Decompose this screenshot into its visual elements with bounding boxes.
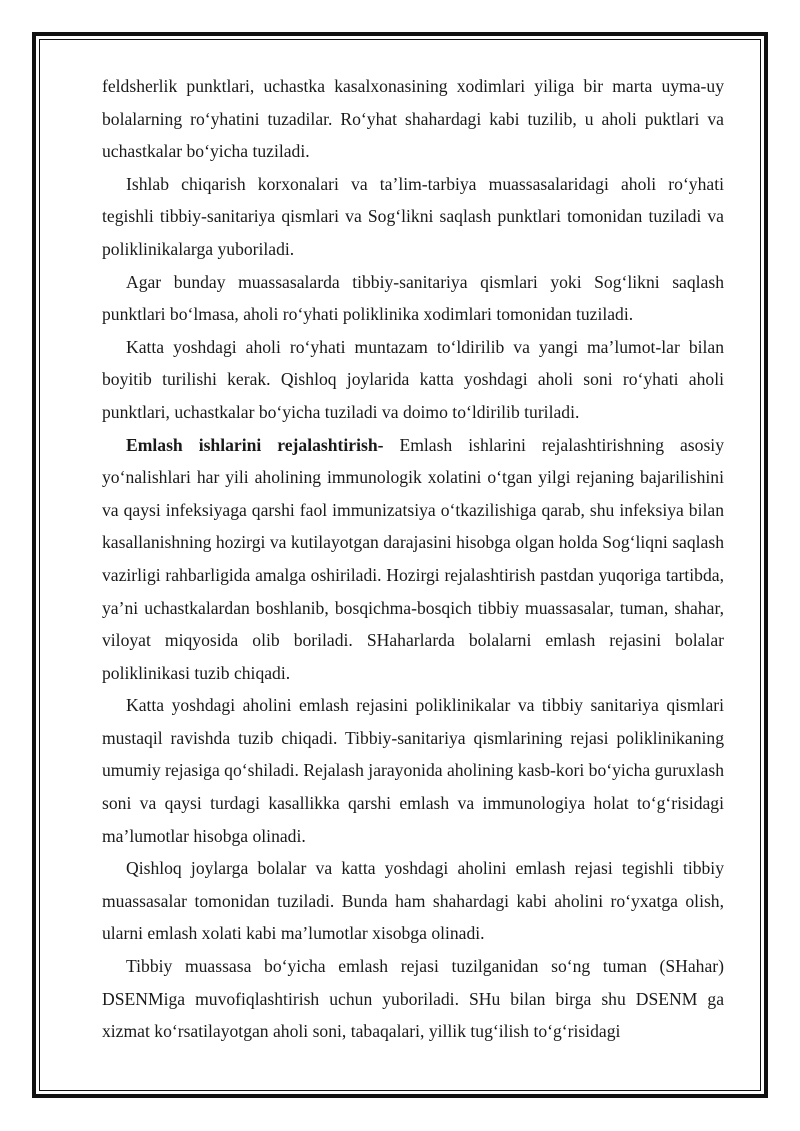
paragraph: Katta yoshdagi aholini emlash rejasini poliklinikalar va tibbiy sanitariya qismlari mustaqil ravishda tuzib chiqadi. Tibbiy-sanitariya qismlarining rejasi poliklinikaning umumiy rejasiga qo‘shiladi. Rejalash jarayonida aholining kasb-kori bo‘yicha guruxlash soni va qaysi turdagi kasallikka qarshi emlash va immunologiya holat to‘g‘risidagi ma’lumotlar hisobga olinadi. bbox=[102, 695, 724, 846]
paragraph: feldsherlik punktlari, uchastka kasalxonasining xodimlari yiliga bir marta uyma-uy bolalarning ro‘yhatini tuzadilar. Ro‘yhat shahardagi kabi tuzilib, u aholi puktlari va uchastkalar bo‘yicha tuziladi. bbox=[102, 76, 724, 162]
paragraph: Agar bunday muassasalarda tibbiy-sanitariya qismlari yoki Sog‘likni saqlash punktlari bo‘lmasa, aholi ro‘yhati poliklinika xodimlari tomonidan tuziladi. bbox=[102, 271, 724, 325]
paragraph bbox=[102, 429, 724, 690]
paragraph: Ishlab chiqarish korxonalari va ta’lim-tarbiya muassasalaridagi aholi ro‘yhati tegishli tibbiy-sanitariya qismlari va Sog‘likni saqlash punktlari tomonidan tuziladi va poliklinikalarga yuboriladi. bbox=[102, 173, 724, 259]
paragraph: Katta yoshdagi aholi ro‘yhati muntazam to‘ldirilib va yangi ma’lumot-lar bilan boyitib turilishi kerak. Qishloq joylarida katta yoshdagi aholi soni ro‘yhati aholi punktlari, uchastkalar bo‘yicha tuziladi va doimo to‘ldirilib turiladi. bbox=[102, 336, 724, 422]
section-heading: Emlash ishlarini rejalashtirish- bbox=[126, 434, 384, 455]
paragraph: Qishloq joylarga bolalar va katta yoshdagi aholini emlash rejasi tegishli tibbiy muassasalar tomonidan tuziladi. Bunda ham shahardagi kabi aholini ro‘yxatga olish, ularni emlash xolati kabi ma’lumotlar xisobga olinadi. bbox=[102, 858, 724, 944]
body-text bbox=[102, 70, 724, 1048]
paragraph: Tibbiy muassasa bo‘yicha emlash rejasi tuzilganidan so‘ng tuman (SHahar) DSENMiga muvofiqlashtirish uchun yuboriladi. SHu bilan birga shu DSENM ga xizmat ko‘rsatilayotgan aholi soni, tabaqalari, yillik tug‘ilish to‘g‘risidagi bbox=[102, 956, 724, 1042]
paragraph-text: Emlash ishlarini rejalashtirishning asosiy yo‘nalishlari har yili aholining immunologik xolatini o‘tgan yilgi rejaning bajarilishini va qaysi infeksiyaga qarshi faol immunizatsiya o‘tkazilishiga qarab, shu infeksiya bilan kasallanishning hozirgi va kutilayotgan darajasini hisobga olgan holda Sog‘liqni saqlash vazirligi rahbarligida amalga oshiriladi. Hozirgi rejalashtirish pastdan yuqoriga tartibda, ya’ni uchastkalardan boshlanib, bosqichma-bosqich tibbiy muassasalar, tuman, shahar, viloyat miqyosida olib boriladi. SHaharlarda bolalarni emlash rejasini bolalar poliklinikasi tuzib chiqadi. bbox=[102, 434, 724, 683]
